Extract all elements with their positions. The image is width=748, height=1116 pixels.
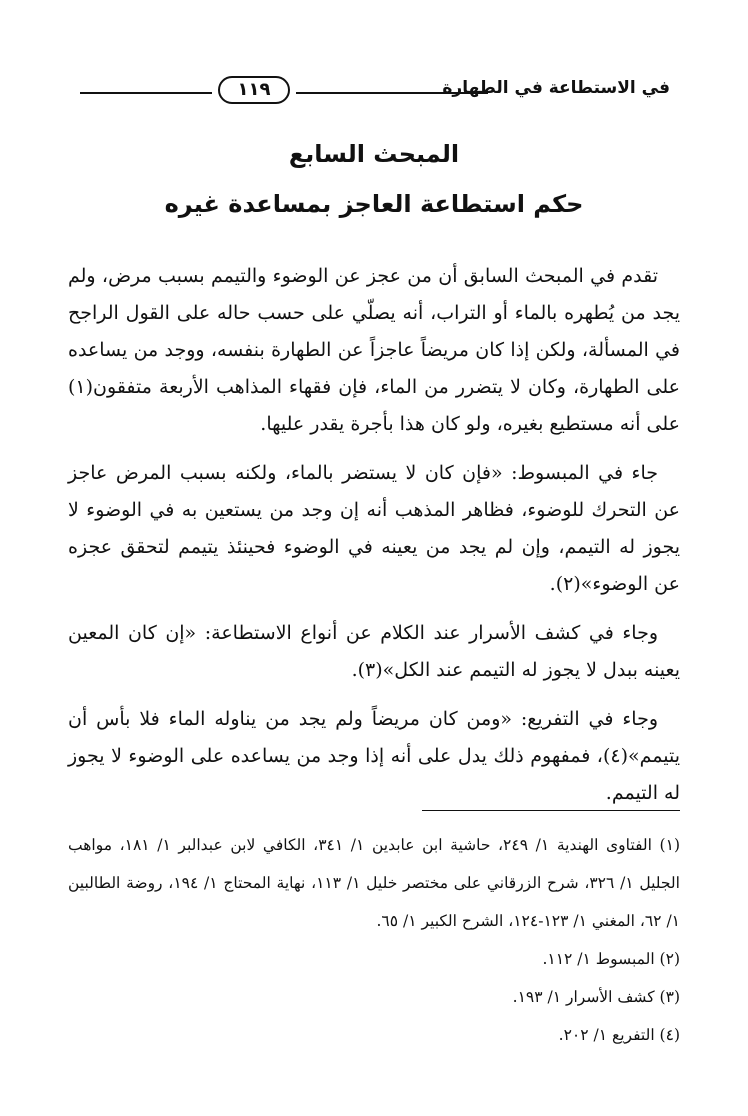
- body-text: [68, 258, 680, 812]
- running-header: [70, 74, 670, 110]
- header-rule: [296, 92, 488, 94]
- header-rule: [80, 92, 212, 94]
- footnotes: [68, 826, 680, 1054]
- running-header-title: في الاستطاعة في الطهارة: [442, 78, 670, 98]
- paragraph: وجاء في التفريع: «ومن كان مريضاً ولم يجد من يناوله الماء فلا بأس أن يتيمم»(٤)، فمفهوم ذلك يدل على أنه إذا وجد من يساعده على الوضوء لا يجوز له التيمم.: [68, 708, 680, 804]
- footnote: (٢) المبسوط ١/ ١١٢.: [542, 950, 680, 968]
- paragraph: تقدم في المبحث السابق أن من عجز عن الوضوء والتيمم بسبب مرض، ولم يجد من يُطهره بالماء أو التراب، أنه يصلّي على حسب حاله على القول الراجح في المسألة، ولكن إذا كان مريضاً عاجزاً عن الطهارة بنفسه، ووجد من يساعده على الطهارة، وكان لا يتضرر من الماء، فإن فقهاء المذاهب الأربعة متفقون(١) على أنه مستطيع بغيره، ولو كان هذا بأجرة يقدر عليها.: [68, 265, 680, 435]
- footnote: (١) الفتاوى الهندية ١/ ٢٤٩، حاشية ابن عابدين ١/ ٣٤١، الكافي لابن عبدالبر ١/ ١٨١، مواهب الجليل ١/ ٣٢٦، شرح الزرقاني على مختصر خليل ١/ ١١٣، نهاية المحتاج ١/ ١٩٤، روضة الطالبين ١/ ٦٢، المغني ١/ ١٢٣-١٢٤، الشرح الكبير ١/ ٦٥.: [68, 836, 680, 930]
- paragraph: وجاء في كشف الأسرار عند الكلام عن أنواع الاستطاعة: «إن كان المعين يعينه ببدل لا يجوز له التيمم عند الكل»(٣).: [68, 622, 680, 681]
- section-title: حكم استطاعة العاجز بمساعدة غيره: [164, 190, 584, 218]
- footnote: (٤) التفريع ١/ ٢٠٢.: [558, 1026, 680, 1044]
- section-heading: المبحث السابع: [288, 140, 460, 168]
- page-number: ١١٩: [218, 76, 290, 104]
- footnote: (٣) كشف الأسرار ١/ ١٩٣.: [512, 988, 680, 1006]
- footnote-separator: [422, 810, 680, 811]
- paragraph: جاء في المبسوط: «فإن كان لا يستضر بالماء، ولكنه بسبب المرض عاجز عن التحرك للوضوء، فظاهر المذهب أنه إن وجد من يستعين به في الوضوء لا يجوز له التيمم، وإن لم يجد من يعينه في الوضوء فحينئذ يتيمم لتحقق عجزه عن الوضوء»(٢).: [68, 462, 680, 595]
